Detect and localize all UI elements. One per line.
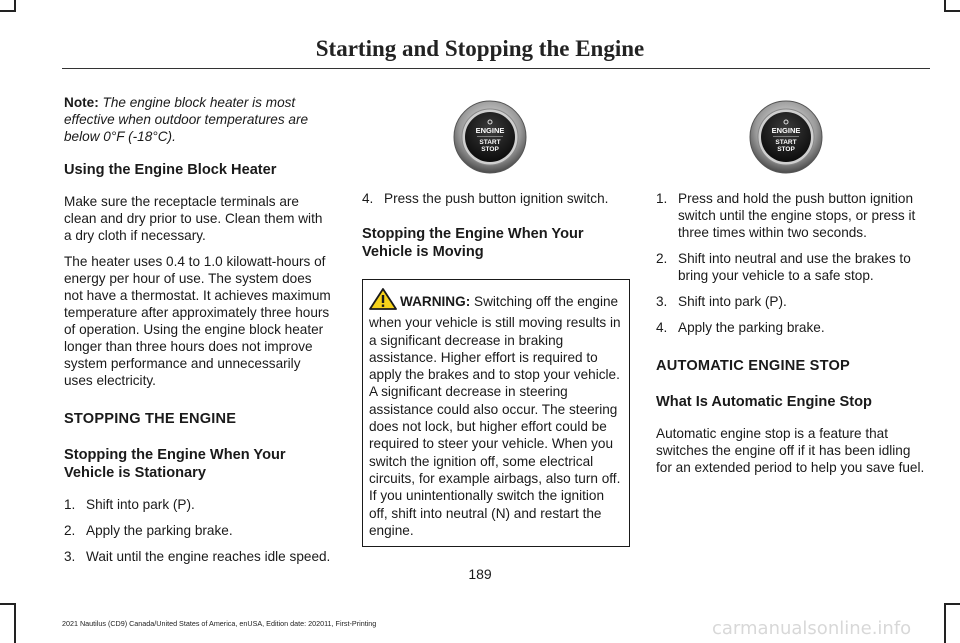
crop-mark-bottom-right-h [946, 603, 960, 605]
paragraph-auto-stop: Automatic engine stop is a feature that switches the engine off if it has been idling for an extended period to help you save fuel. [656, 426, 925, 475]
heading-block-heater: Using the Engine Block Heater [64, 162, 277, 178]
list-item: 2. Apply the parking brake. [64, 523, 233, 538]
watermark: carmanualsonline.info [712, 618, 912, 639]
column-3 [656, 190, 928, 485]
list-item: 1. Press and hold the push button ignition switch until the engine stops, or press it three times within two seconds. [656, 191, 916, 240]
column-2 [362, 190, 630, 547]
button-label-stop: STOP [481, 146, 499, 153]
warning-triangle-icon [369, 288, 397, 314]
note [64, 94, 332, 145]
section-automatic-engine-stop: AUTOMATIC ENGINE STOP [656, 358, 850, 374]
crop-mark-top-right-h [946, 10, 960, 12]
button-label-start: START [775, 139, 797, 146]
section-stopping-engine: STOPPING THE ENGINE [64, 411, 237, 427]
warning-text: Switching off the engine when your vehicle is still moving results in a significant decrease in braking assistance. Higher effort is required to apply the brakes and to stop your vehicle. A significant decrease in steering assistance could also occur. The steering does not lock, but higher effort could be required to steer your vehicle. When you switch the ignition off, some electrical circuits, for example airbags, also turn off. If you unintentionally switch the ignition off, shift into neutral (N) and restart the engine. [369, 294, 621, 538]
list-item: 4. Press the push button ignition switch. [362, 191, 609, 206]
note-text: The engine block heater is most effective when outdoor temperatures are below 0°F (-18°C). [64, 95, 309, 144]
button-label-stop: STOP [777, 146, 795, 153]
list-item: 4. Apply the parking brake. [656, 320, 825, 335]
list-item: 2. Shift into neutral and use the brakes to bring your vehicle to a safe stop. [656, 251, 911, 283]
list-item: 3. Shift into park (P). [656, 294, 787, 309]
button-label-engine: ENGINE [475, 126, 505, 135]
paragraph-heater-energy: The heater uses 0.4 to 1.0 kilowatt-hours of energy per hour of use. The system does not have a thermostat. It achieves maximum temperature after approximately three hours of operation. Using the engine block heater longer than three hours does not improve system performance and unnecessarily uses electricity. [64, 254, 331, 388]
header-divider [62, 68, 930, 69]
list-item: 1. Shift into park (P). [64, 497, 195, 512]
page-title: Starting and Stopping the Engine [315, 36, 645, 61]
push-button-ignition-image-1 [453, 100, 527, 174]
heading-what-is-auto-stop: What Is Automatic Engine Stop [656, 394, 872, 410]
heading-stationary: Stopping the Engine When Your Vehicle is Stationary [64, 447, 286, 481]
moving-steps [656, 190, 928, 336]
stationary-steps [64, 496, 332, 565]
warning-box [362, 279, 630, 547]
paragraph-clean-terminals: Make sure the receptacle terminals are clean and dry prior to use. Clean them with a dry cloth if necessary. [64, 194, 323, 243]
warning-label: WARNING: [400, 294, 471, 309]
crop-mark-top-left-h [0, 10, 14, 12]
footer-edition: 2021 Nautilus (CD9) Canada/United States of America, enUSA, Edition date: 202011, First-Printing [62, 619, 377, 628]
column-1 [64, 94, 332, 574]
crop-mark-bottom-right-v [944, 603, 946, 643]
button-label-start: START [479, 139, 501, 146]
button-label-engine: ENGINE [771, 126, 801, 135]
heading-moving: Stopping the Engine When Your Vehicle is Moving [362, 226, 584, 260]
crop-mark-bottom-left-h [0, 603, 14, 605]
push-button-ignition-image-2 [749, 100, 823, 174]
crop-mark-bottom-left-v [14, 603, 16, 643]
page-number: 189 [468, 566, 492, 582]
crop-mark-top-left-v [14, 0, 16, 12]
list-item: 3. Wait until the engine reaches idle speed. [64, 549, 331, 564]
step-4-list [362, 190, 630, 207]
note-label: Note: [64, 95, 99, 110]
